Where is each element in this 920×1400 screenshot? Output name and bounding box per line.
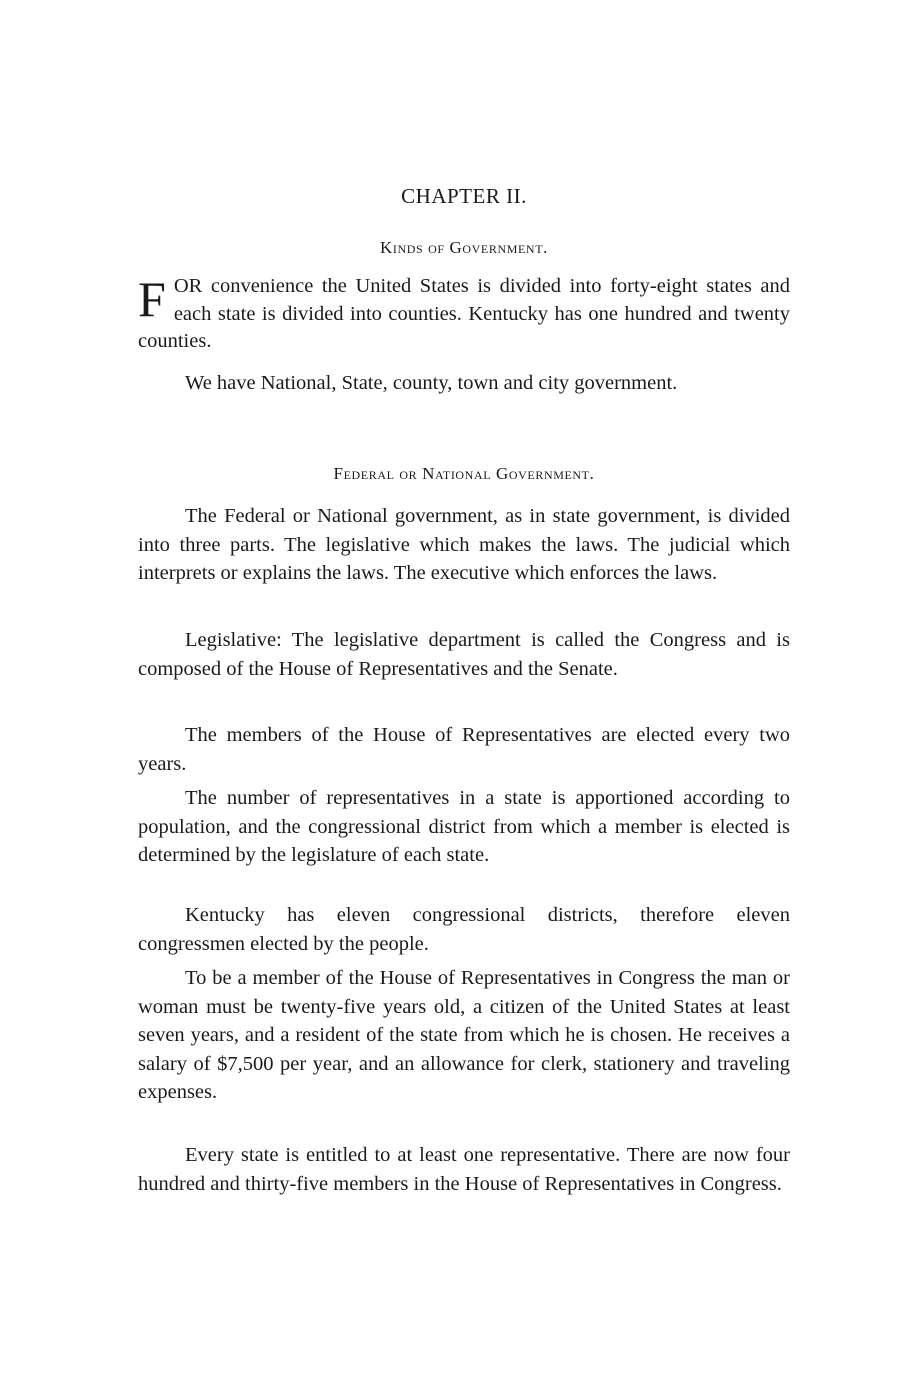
- paragraph-text: The Federal or National government, as in state government, is divided into three parts. The legislative which makes the laws. The judicial which interprets or explains the laws. The executive which enforces the laws.: [138, 505, 790, 584]
- paragraph-text: We have National, State, county, town and city government.: [185, 372, 678, 394]
- paragraph-house-elections: [138, 721, 790, 778]
- opening-paragraph: [138, 273, 790, 356]
- paragraph-government-levels: [138, 369, 790, 398]
- section-heading-federal-government: Federal or National Government.: [333, 464, 595, 483]
- paragraph-text: Kentucky has eleven congressional districts, therefore eleven congressmen elected by the people.: [138, 904, 790, 955]
- paragraph-text: Legislative: The legislative department is called the Congress and is composed of the House of Representatives and the Senate.: [138, 629, 790, 680]
- paragraph-text: The members of the House of Representatives are elected every two years.: [138, 724, 790, 775]
- chapter-title: CHAPTER II.: [401, 184, 527, 208]
- drop-cap: F: [138, 271, 166, 327]
- paragraph-text: Every state is entitled to at least one representative. There are now four hundred and thirty-five members in the House of Representatives in Congress.: [138, 1144, 790, 1195]
- paragraph-kentucky-districts: [138, 901, 790, 958]
- section-heading-kinds-of-government: Kinds of Government.: [380, 238, 548, 257]
- paragraph-text: To be a member of the House of Representatives in Congress the man or woman must be twenty-five years old, a citizen of the United States at least seven years, and a resident of the state from which he is chosen. He receives a salary of $7,500 per year, and an allowance for clerk, stationery and traveling expenses.: [138, 967, 790, 1103]
- paragraph-representation: [138, 1141, 790, 1198]
- opening-paragraph-text: OR convenience the United States is divided into forty-eight states and each state is divided into counties. Kentucky has one hundred and twenty counties.: [138, 275, 790, 352]
- paragraph-federal-parts: [138, 502, 790, 588]
- paragraph-text: The number of representatives in a state is apportioned according to population, and the congressional district from which a member is elected is determined by the legislature of each state.: [138, 787, 790, 866]
- paragraph-legislative: [138, 626, 790, 683]
- paragraph-apportionment: [138, 784, 790, 870]
- paragraph-membership-requirements: [138, 964, 790, 1107]
